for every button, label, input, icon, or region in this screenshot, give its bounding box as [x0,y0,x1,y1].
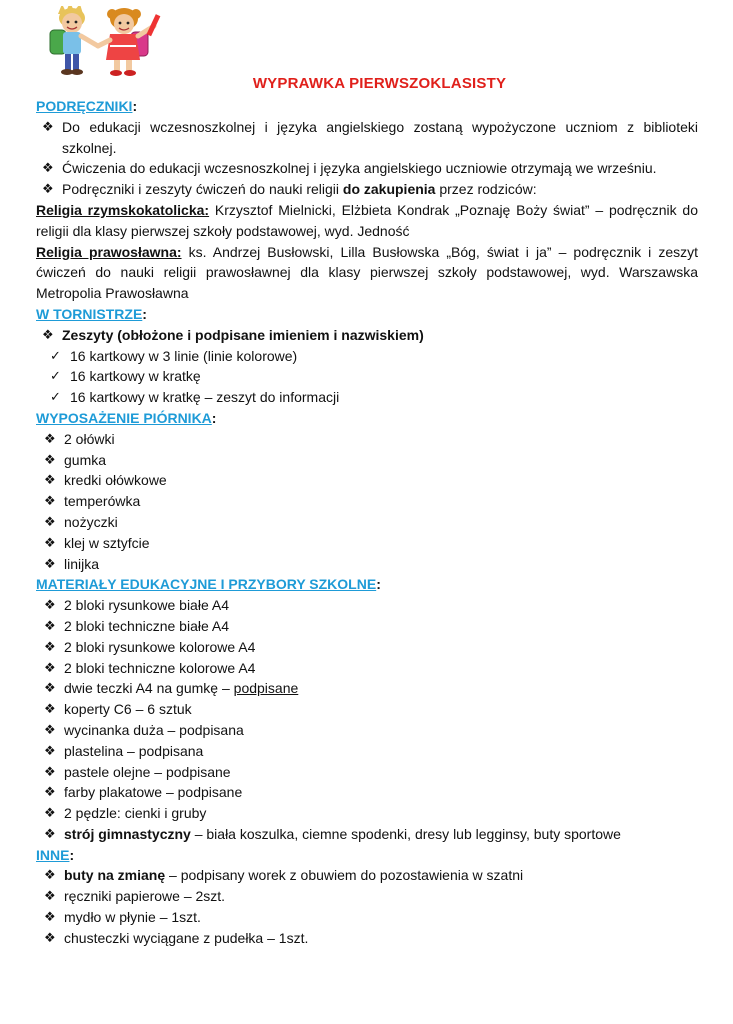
diamond-cross-bullet-icon: ❖ [44,430,56,446]
diamond-cross-bullet-icon: ❖ [42,181,54,197]
page-title: WYPRAWKA PIERWSZOKLASISTY [252,75,507,92]
list-item [36,762,698,783]
list-item-text: mydło w płynie – 1szt. [64,909,201,926]
list-item-text: 16 kartkowy w 3 linie (linie kolorowe) [70,347,298,364]
list-item [36,658,698,679]
section-heading-text: MATERIAŁY EDUKACYJNE I PRZYBORY SZKOLNE [36,576,377,593]
list-item [36,720,698,741]
religion-roman-catholic-paragraph [36,200,698,242]
list-item-text: 2 bloki techniczne kolorowe A4 [64,659,256,676]
list-item-text: wycinanka duża – podpisana [64,721,244,738]
list-item [36,450,698,471]
list-item-text: klej w sztyfcie [64,534,150,551]
religion-text: ks. Andrzej Busłowski, Lilla Busłowska „Bóg, świat i ja” – podręcznik i zeszyt ćwiczeń do nauki religii prawosławnej dla klasy pierwszej szkoły podstawowej, wyd. Warszawska Metropolia Prawosławna [36,243,698,302]
text-fragment: przez rodziców: [435,181,537,198]
diamond-cross-bullet-icon: ❖ [44,701,56,717]
list-item [36,782,698,803]
list-item [36,179,698,200]
list-item-text: 16 kartkowy w kratkę – zeszyt do informacji [70,389,340,406]
list-item-text [64,678,698,699]
diamond-cross-bullet-icon: ❖ [44,680,56,696]
religion-label: Religia prawosławna: [36,243,182,260]
diamond-cross-bullet-icon: ❖ [44,555,56,571]
list-item-text: 16 kartkowy w kratkę [70,368,201,385]
text-fragment: Podręczniki i zeszyty ćwiczeń do nauki religii [62,181,343,198]
list-item-text: linijka [64,555,100,572]
list-item [36,554,698,575]
list-item [36,325,698,346]
piornik-list [36,429,698,575]
school-children-illustration [36,6,196,80]
diamond-cross-bullet-icon: ❖ [44,763,56,779]
diamond-cross-bullet-icon: ❖ [44,805,56,821]
section-heading-text: INNE [36,846,70,863]
section-tornister-heading [36,304,698,325]
diamond-cross-bullet-icon: ❖ [42,160,54,176]
diamond-cross-bullet-icon: ❖ [44,659,56,675]
list-item [36,595,698,616]
diamond-cross-bullet-icon: ❖ [42,326,54,342]
diamond-cross-bullet-icon: ❖ [44,451,56,467]
checkmark-icon: ✓ [50,368,61,384]
section-heading-text: PODRĘCZNIKI [36,98,133,114]
heading-colon: : [69,846,75,863]
list-item-text: Zeszyty (obłożone i podpisane imieniem i nazwiskiem) [62,326,424,343]
heading-colon: : [376,576,381,593]
bold-fragment: do zakupienia [342,181,436,198]
list-item-text: farby plakatowe – podpisane [64,784,243,801]
diamond-cross-bullet-icon: ❖ [44,909,56,925]
diamond-cross-bullet-icon: ❖ [44,597,56,613]
list-item [36,429,698,450]
list-item [36,158,698,179]
list-item [36,741,698,762]
list-item [36,491,698,512]
list-item-text: temperówka [64,493,141,510]
bold-fragment: buty na zmianę [64,867,166,884]
diamond-cross-bullet-icon: ❖ [44,513,56,529]
list-item-text: ręczniki papierowe – 2szt. [64,888,226,905]
list-item-text: 2 pędzle: cienki i gruby [64,805,207,822]
list-item [36,699,698,720]
list-item [36,886,698,907]
checkmark-icon: ✓ [50,347,61,363]
heading-colon: : [132,98,138,114]
section-podreczniki-heading [36,96,698,117]
diamond-cross-bullet-icon: ❖ [42,118,54,134]
checkmark-icon: ✓ [50,389,61,405]
list-item-text: Ćwiczenia do edukacji wczesnoszkolnej i języka angielskiego uczniowie otrzymają we wrześniu. [62,160,657,177]
list-item-text: Do edukacji wczesnoszkolnej i języka angielskiego zostaną wypożyczone uczniom z biblioteki szkolnej. [62,118,698,156]
list-item-text [62,179,698,200]
section-heading-text: WYPOSAŻENIE PIÓRNIKA [36,409,212,426]
heading-colon: : [142,305,147,322]
list-item-text: 2 bloki rysunkowe kolorowe A4 [64,638,256,655]
list-item-text [64,865,698,886]
diamond-cross-bullet-icon: ❖ [44,929,56,945]
diamond-cross-bullet-icon: ❖ [44,638,56,654]
materialy-list [36,595,698,845]
diamond-cross-bullet-icon: ❖ [44,493,56,509]
list-item-text: kredki ołówkowe [64,472,167,489]
diamond-cross-bullet-icon: ❖ [44,867,56,883]
list-item [36,117,698,159]
diamond-cross-bullet-icon: ❖ [44,721,56,737]
list-item-text: plastelina – podpisana [64,742,204,759]
list-item [36,907,698,928]
list-item [36,346,698,367]
list-item [36,533,698,554]
diamond-cross-bullet-icon: ❖ [44,888,56,904]
section-materialy-heading [36,574,698,595]
list-item-text [64,824,698,845]
religion-orthodox-paragraph [36,242,698,304]
list-item [36,512,698,533]
list-item [36,387,698,408]
inne-list [36,865,698,948]
text-fragment: – biała koszulka, ciemne spodenki, dresy lub legginsy, buty sportowe [190,825,621,842]
list-item [36,616,698,637]
diamond-cross-bullet-icon: ❖ [44,472,56,488]
list-item-text: 2 bloki techniczne białe A4 [64,617,229,634]
list-item [36,865,698,886]
list-item-text: gumka [64,451,107,468]
list-item-text: pastele olejne – podpisane [64,763,231,780]
heading-colon: : [211,409,217,426]
list-item-text: chusteczki wyciągane z pudełka – 1szt. [64,929,309,946]
list-item [36,637,698,658]
bold-fragment: strój gimnastyczny [64,825,191,842]
diamond-cross-bullet-icon: ❖ [44,825,56,841]
section-inne-heading [36,845,698,866]
text-fragment: – podpisany worek z obuwiem do pozostawienia w szatni [165,867,524,884]
list-item [36,803,698,824]
list-item-text: koperty C6 – 6 sztuk [64,701,192,718]
list-item [36,678,698,699]
diamond-cross-bullet-icon: ❖ [44,534,56,550]
list-item [36,928,698,949]
list-item-text: 2 bloki rysunkowe białe A4 [64,597,229,614]
religion-label: Religia rzymskokatolicka: [36,201,210,218]
section-heading-text: W TORNISTRZE [36,305,143,322]
list-item [36,824,698,845]
list-item-text: nożyczki [64,513,118,530]
list-item [36,366,698,387]
list-item [36,470,698,491]
text-fragment: dwie teczki A4 na gumkę – [64,680,234,697]
document-body [36,96,698,949]
section-piornik-heading [36,408,698,429]
diamond-cross-bullet-icon: ❖ [44,742,56,758]
underlined-fragment: podpisane [233,680,299,697]
diamond-cross-bullet-icon: ❖ [44,617,56,633]
religion-text: Krzysztof Mielnicki, Elżbieta Kondrak „Poznaję Boży świat” – podręcznik do religii dla klasy pierwszej szkoły podstawowej, wyd. Jedność [36,201,699,239]
list-item-text: 2 ołówki [64,430,115,447]
diamond-cross-bullet-icon: ❖ [44,784,56,800]
